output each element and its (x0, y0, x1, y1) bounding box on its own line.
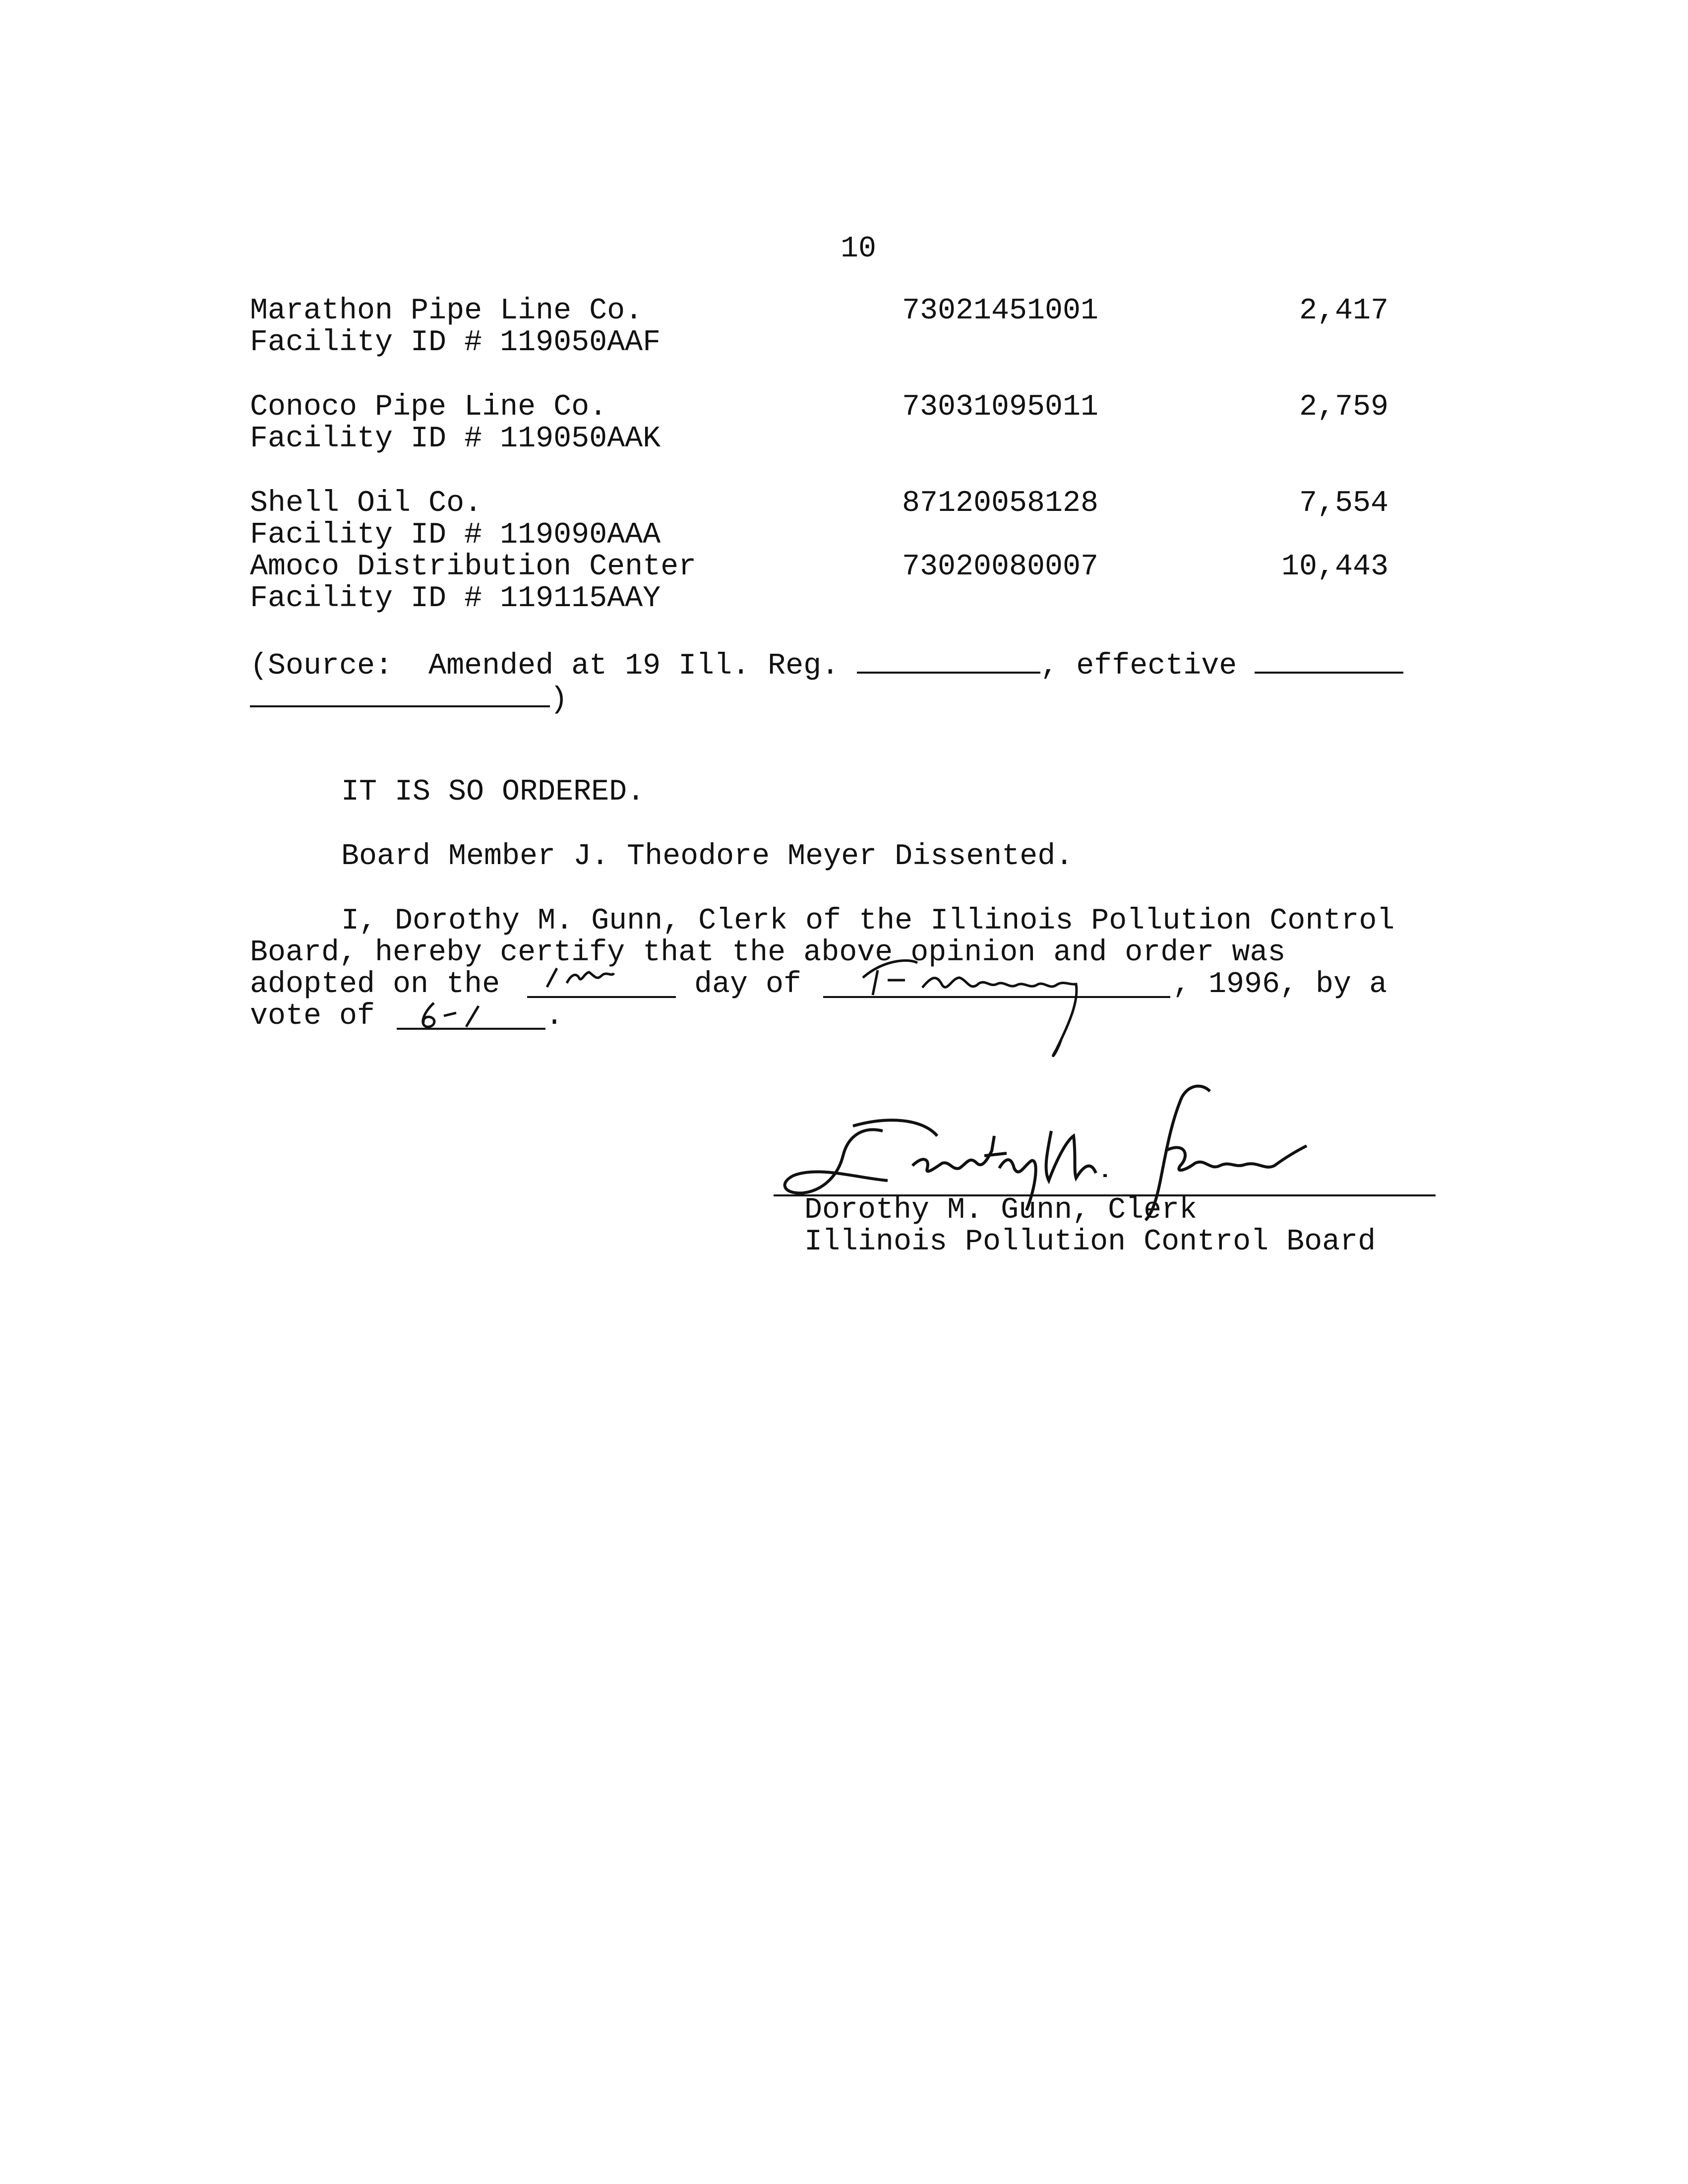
facility-company: Conoco Pipe Line Co. (250, 390, 607, 424)
certification-line: . (545, 999, 564, 1033)
facility-id-label: Facility ID # 119050AAF (250, 326, 661, 360)
register-blank (857, 647, 1040, 674)
page-number: 10 (841, 232, 877, 266)
facility-amount: 10,443 (1281, 550, 1388, 584)
month-field (823, 970, 1170, 998)
order-statement: IT IS SO ORDERED. (341, 775, 645, 809)
dissent-statement: Board Member J. Theodore Meyer Dissented. (341, 840, 1074, 874)
certification-line: day of (694, 968, 802, 1001)
source-citation-cont (250, 681, 568, 716)
effective-date-blank-cont (250, 681, 550, 707)
signatory-organization: Illinois Pollution Control Board (804, 1225, 1376, 1259)
certification-line: adopted on the (250, 968, 500, 1001)
effective-date-blank (1255, 647, 1403, 674)
source-middle: , effective (1040, 649, 1255, 683)
facility-id-label: Facility ID # 119115AAY (250, 582, 661, 616)
facility-amount: 7,554 (1299, 487, 1388, 520)
handwritten-month (823, 950, 1170, 1069)
facility-number: 73021451001 (902, 294, 1099, 328)
certification-line: I, Dorothy M. Gunn, Clerk of the Illinois Pollution Control (341, 904, 1395, 938)
facility-id-label: Facility ID # 119090AAA (250, 518, 661, 552)
handwritten-day (527, 963, 676, 998)
facility-company: Amoco Distribution Center (250, 550, 697, 584)
facility-number: 73031095011 (902, 390, 1099, 424)
facility-number: 73020080007 (902, 550, 1099, 584)
source-close: ) (550, 683, 568, 717)
vote-field (397, 1002, 545, 1030)
facility-company: Shell Oil Co. (250, 487, 482, 520)
signatory-name: Dorothy M. Gunn, Clerk (804, 1193, 1198, 1227)
facility-company: Marathon Pipe Line Co. (250, 294, 643, 328)
handwritten-vote (397, 992, 545, 1032)
certification-line: vote of (250, 999, 375, 1033)
facility-id-label: Facility ID # 119050AAK (250, 422, 661, 456)
certification-line: Board, hereby certify that the above opinion and order was (250, 936, 1286, 970)
certification-line: , 1996, by a (1173, 968, 1387, 1001)
source-prefix: (Source: Amended at 19 Ill. Reg. (250, 649, 857, 683)
facility-amount: 2,759 (1299, 390, 1388, 424)
source-citation (250, 647, 1403, 682)
facility-number: 87120058128 (902, 487, 1099, 520)
day-field (527, 970, 676, 998)
facility-amount: 2,417 (1299, 294, 1388, 328)
